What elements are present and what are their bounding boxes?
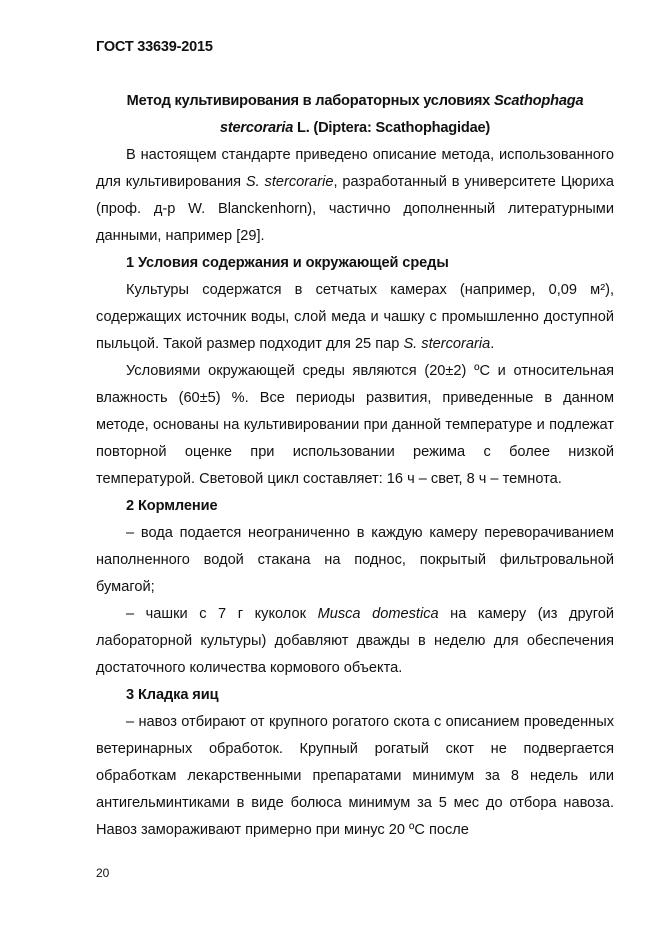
feeding-species: Musca domestica — [317, 606, 439, 622]
title-tail: L. (Diptera: Scathophagidae) — [293, 120, 491, 136]
intro-text-after: , разработанный в университете Цюриха (проф. д-р W. Blanckenhorn), частично дополненный литературными данными, например [29]. — [96, 174, 614, 244]
title-lead: Метод культивирования в лабораторных условиях — [126, 93, 494, 109]
intro-text-before: В настоящем стандарте приведено описание метода, использованного для культивирования — [96, 147, 614, 190]
feeding-text-after: на камеру (из другой лабораторной культуры) добавляют дважды в неделю для обеспечения достаточного количества кормового объекта. — [96, 606, 615, 676]
standard-code-header: ГОСТ 33639-2015 — [96, 39, 213, 55]
page-number: 20 — [96, 866, 110, 880]
document-title — [96, 88, 614, 142]
intro-paragraph — [96, 142, 614, 250]
conditions-text-before: Культуры содержатся в сетчатых камерах (например, 0,09 м²), содержащих источник воды, слой меда и чашку с промышленно доступной пыльцой. Такой размер подходит для 25 пар — [96, 282, 614, 352]
page-content — [96, 88, 614, 844]
conditions-text-after: . — [490, 336, 495, 352]
feeding-item-pupae — [96, 601, 614, 682]
feeding-item-water: – вода подается неограниченно в каждую камеру переворачиванием наполненного водой стакана на поднос, покрытый фильтровальной бумагой; — [96, 525, 614, 595]
conditions-paragraph-2: Условиями окружающей среды являются (20±2) ºС и относительная влажность (60±5) %. Все периоды развития, приведенные в данном методе, основаны на культивировании при данной температуре и подлежат повторной оценке при использовании режима с более низкой температурой. Световой цикл составляет: 16 ч – свет, 8 ч – темнота. — [96, 363, 614, 487]
feeding-text-before: – чашки с 7 г куколок — [126, 606, 318, 622]
section-heading-conditions: 1 Условия содержания и окружающей среды — [126, 255, 449, 271]
conditions-paragraph-1 — [96, 277, 614, 358]
title-species: Scathophaga stercoraria — [219, 93, 584, 136]
section-heading-feeding: 2 Кормление — [126, 498, 218, 514]
intro-species: S. stercorarie — [245, 174, 334, 190]
egg-laying-item-dung: – навоз отбирают от крупного рогатого скота с описанием проведенных ветеринарных обработок. Крупный рогатый скот не подвергается обработкам лекарственными препаратами минимум за 8 недель или антигельминтиками в виде болюса минимум за 5 мес до отбора навоза. Навоз замораживают примерно при минус 20 ºС после — [96, 714, 614, 838]
conditions-species: S. stercoraria — [403, 336, 491, 352]
section-heading-egg-laying: 3 Кладка яиц — [126, 687, 219, 703]
